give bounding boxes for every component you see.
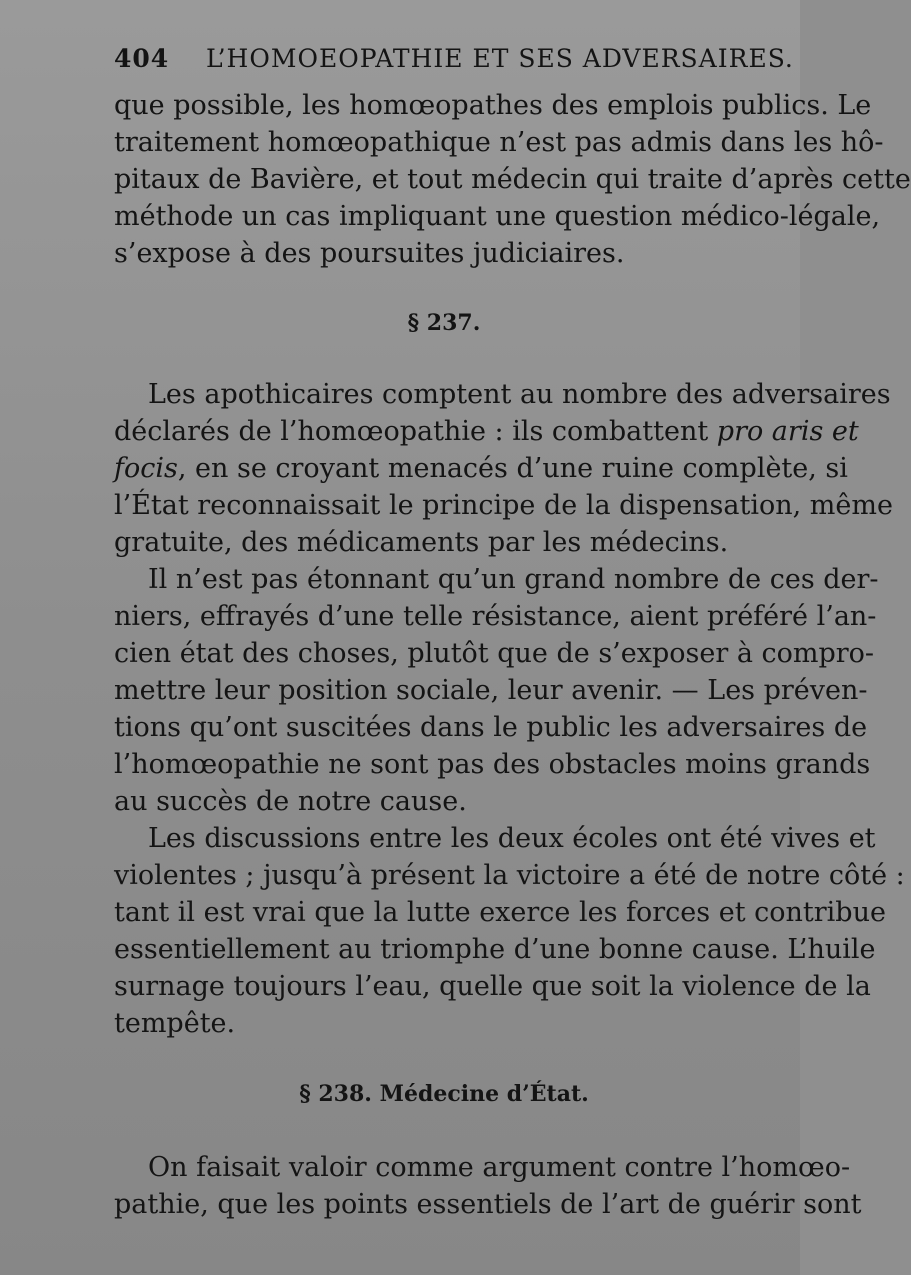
text-line: pitaux de Bavière, et tout médecin qui traite d’après cette <box>114 164 911 195</box>
text-fragment: déclarés de l’homœopathie : ils combattent <box>114 416 717 447</box>
text-line: traitement homœopathique n’est pas admis dans les hô- <box>114 127 884 158</box>
running-head: L’HOMOEOPATHIE ET SES ADVERSAIRES. <box>206 44 794 73</box>
section-heading-238: § 238. Médecine d’État. <box>299 1081 589 1107</box>
text-line: Il n’est pas étonnant qu’un grand nombre de ces der- <box>148 564 879 595</box>
text-line: gratuite, des médicaments par les médecins. <box>114 527 729 558</box>
text-line: l’État reconnaissait le principe de la dispensation, même <box>114 490 893 521</box>
text-line: violentes ; jusqu’à présent la victoire a été de notre côté : <box>114 860 905 891</box>
section-heading-237: § 237. <box>407 310 481 336</box>
paragraph-1 <box>114 87 911 272</box>
page-body <box>114 87 911 1223</box>
text-line <box>114 450 848 487</box>
text-line: On faisait valoir comme argument contre l’homœo- <box>148 1152 851 1183</box>
text-line: au succès de notre cause. <box>114 786 467 817</box>
text-line: s’expose à des poursuites judiciaires. <box>114 238 625 269</box>
paragraph-2 <box>114 376 893 561</box>
text-line: tions qu’ont suscitées dans le public les adversaires de <box>114 712 868 743</box>
text-line <box>114 413 859 450</box>
text-line: que possible, les homœopathes des emplois publics. Le <box>114 90 872 121</box>
italic-phrase: focis <box>114 453 178 484</box>
text-line: Les apothicaires comptent au nombre des adversaires <box>148 379 891 410</box>
text-line: cien état des choses, plutôt que de s’exposer à compro- <box>114 638 875 669</box>
page-header <box>114 44 794 84</box>
text-line: niers, effrayés d’une telle résistance, aient préféré l’an- <box>114 601 877 632</box>
text-line: l’homœopathie ne sont pas des obstacles moins grands <box>114 749 871 780</box>
text-line: tant il est vrai que la lutte exerce les forces et contribue <box>114 897 886 928</box>
text-fragment: , en se croyant menacés d’une ruine complète, si <box>177 453 848 484</box>
text-line: méthode un cas impliquant une question médico-légale, <box>114 201 881 232</box>
page-number: 404 <box>114 44 170 73</box>
paragraph-3 <box>114 561 879 820</box>
paragraph-5 <box>114 1149 862 1223</box>
text-line: pathie, que les points essentiels de l’art de guérir sont <box>114 1189 862 1220</box>
italic-phrase: pro aris et <box>716 416 859 447</box>
text-line: mettre leur position sociale, leur avenir. — Les préven- <box>114 675 868 706</box>
paragraph-4 <box>114 820 905 1042</box>
text-line: tempête. <box>114 1008 236 1039</box>
text-line: essentiellement au triomphe d’une bonne cause. L’huile <box>114 934 876 965</box>
text-line: Les discussions entre les deux écoles ont été vives et <box>148 823 876 854</box>
text-line: surnage toujours l’eau, quelle que soit la violence de la <box>114 971 871 1002</box>
